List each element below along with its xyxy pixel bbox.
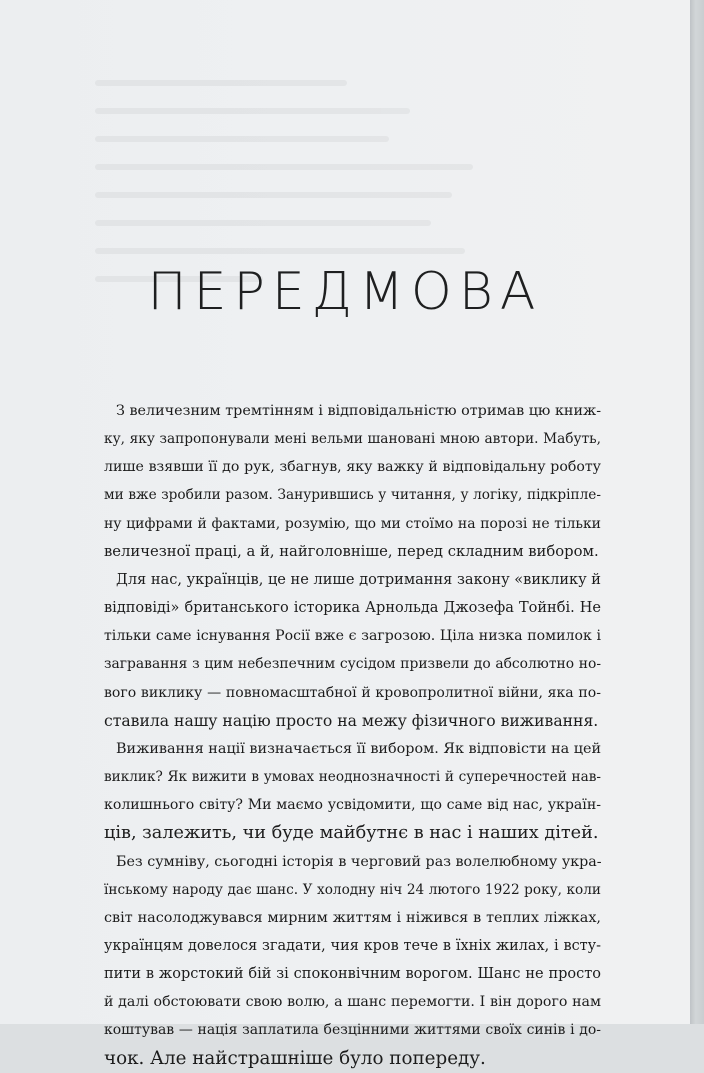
paragraph-3 [104,735,601,848]
text-line: З величезним тремтінням і відповідальністю отримав цю книж- [116,403,602,419]
text-line: лише взявши її до рук, збагнув, яку важку й відповідальну роботу [104,459,601,476]
text-line: ми вже зробили разом. Занурившись у читання, у логіку, підкріпле- [104,487,601,504]
text-line: ку, яку запропонували мені вельми шановані мною автори. Мабуть, [104,431,601,448]
page-title: ПЕРЕДМОВА [147,262,543,322]
paragraph-2 [104,566,601,735]
text-line: коштував — нація заплатила безцінними життями своїх синів і до- [104,1022,601,1039]
text-line: ну цифрами й фактами, розумію, що ми стоїмо на порозі не тільки [104,515,601,532]
text-line: відповіді» британського історика Арнольда Джозефа Тойнбі. Не [104,600,601,617]
text-line: загравання з цим небезпечним сусідом призвели до абсолютно но- [104,656,601,673]
page-edge [690,0,704,1024]
paragraph-1 [104,397,601,566]
text-line: чок. Але найстрашніше було попереду. [104,1047,486,1069]
text-line: ців, залежить, чи буде майбутнє в нас і наших дітей. [104,823,599,844]
text-line: вого виклику — повномасштабної й кровопролитної війни, яка по- [104,684,601,701]
text-line: українцям довелося згадати, чия кров тече в їхніх жилах, і всту- [104,937,601,954]
body-text [104,397,601,1073]
text-line: Без сумніву, сьогодні історія в черговий раз волелюбному укра- [116,853,602,870]
text-line: тільки саме існування Росії вже є загрозою. Ціла низка помилок і [104,628,601,645]
text-line: Виживання нації визначається її вибором. Як відповісти на цей [116,740,602,757]
paragraph-4 [104,848,601,1073]
text-line: пити в жорстокий бій зі споконвічним ворогом. Шанс не просто [104,966,601,983]
text-line: й далі обстоювати свою волю, а шанс перемогти. І він дорого нам [104,994,601,1011]
text-line: величезної праці, а й, найголовніше, перед складним вибором. [104,542,599,560]
text-line: світ насолоджувався мирним життям і ніжився в теплих ліжках, [104,909,601,926]
text-line: ставила нашу націю просто на межу фізичного виживання. [104,711,599,730]
text-line: виклик? Як вижити в умовах неоднозначності й суперечностей нав- [104,769,601,786]
text-line: їнському народу дає шанс. У холодну ніч 24 лютого 1922 року, коли [104,881,601,898]
text-line: Для нас, українців, це не лише дотримання закону «виклику й [116,571,601,588]
text-line: колишнього світу? Ми маємо усвідомити, що саме від нас, україн- [104,797,601,814]
